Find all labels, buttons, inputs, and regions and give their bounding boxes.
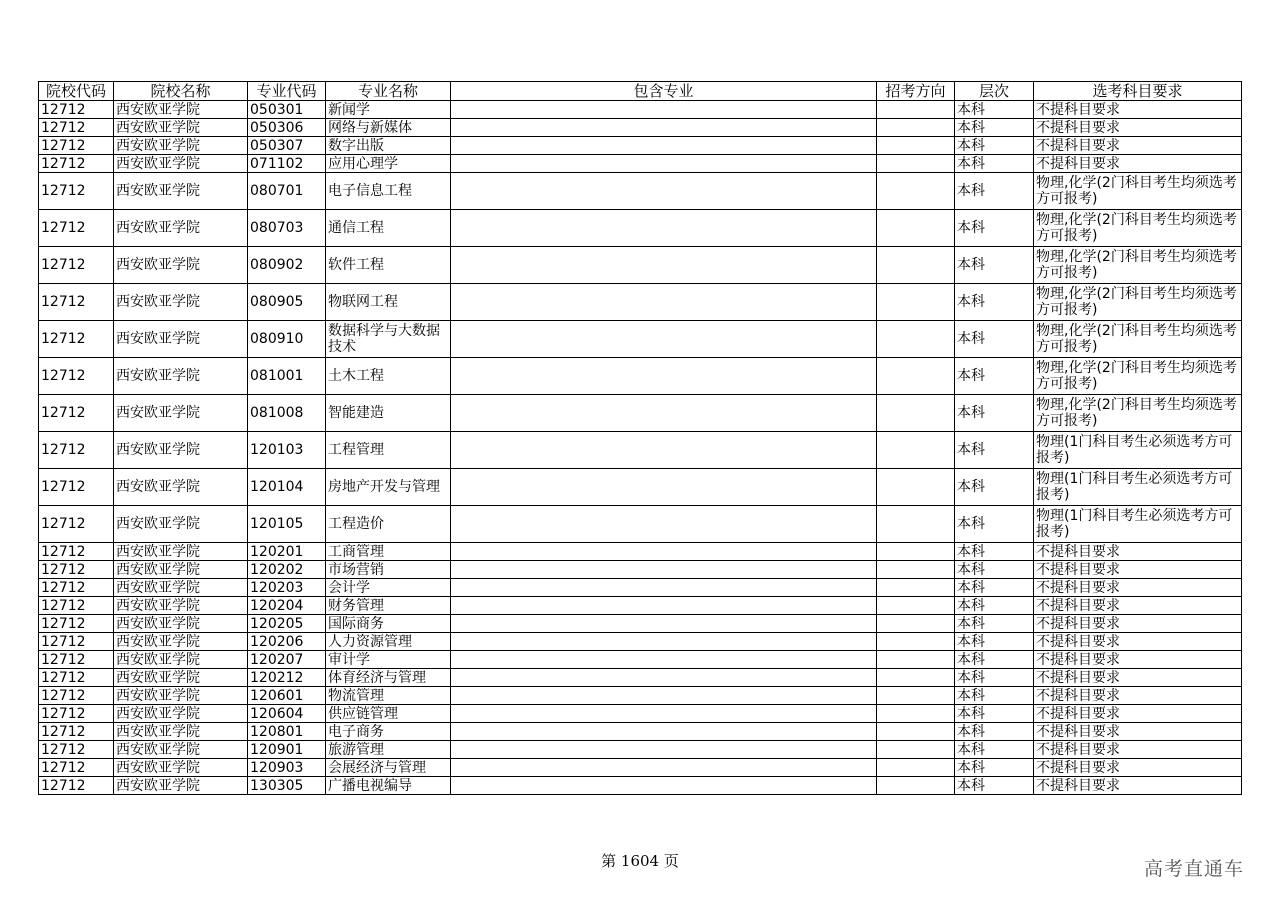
cell-included-majors bbox=[451, 284, 877, 321]
cell-major-code: 120903 bbox=[248, 759, 326, 777]
table-row bbox=[39, 687, 1242, 705]
cell-level: 本科 bbox=[955, 579, 1034, 597]
cell-direction bbox=[877, 579, 955, 597]
cell-major-code: 050306 bbox=[248, 119, 326, 137]
cell-level: 本科 bbox=[955, 705, 1034, 723]
cell-subject-requirement: 不提科目要求 bbox=[1034, 633, 1242, 651]
cell-subject-requirement: 物理,化学(2门科目考生均须选考方可报考) bbox=[1034, 173, 1242, 210]
cell-subject-requirement: 不提科目要求 bbox=[1034, 777, 1242, 795]
cell-level: 本科 bbox=[955, 561, 1034, 579]
page-number: 第 1604 页 bbox=[601, 852, 679, 870]
cell-level: 本科 bbox=[955, 358, 1034, 395]
cell-school-name: 西安欧亚学院 bbox=[114, 137, 248, 155]
watermark-logo-text: 高考直通车 bbox=[1144, 858, 1245, 880]
cell-school-code: 12712 bbox=[39, 777, 114, 795]
cell-school-name: 西安欧亚学院 bbox=[114, 669, 248, 687]
cell-major-name: 人力资源管理 bbox=[326, 633, 451, 651]
header-direction: 招考方向 bbox=[877, 82, 955, 101]
cell-school-name: 西安欧亚学院 bbox=[114, 321, 248, 358]
cell-school-name: 西安欧亚学院 bbox=[114, 543, 248, 561]
cell-school-code: 12712 bbox=[39, 173, 114, 210]
cell-major-code: 050307 bbox=[248, 137, 326, 155]
cell-level: 本科 bbox=[955, 119, 1034, 137]
cell-direction bbox=[877, 155, 955, 173]
cell-direction bbox=[877, 561, 955, 579]
cell-school-code: 12712 bbox=[39, 247, 114, 284]
cell-subject-requirement: 不提科目要求 bbox=[1034, 669, 1242, 687]
table-row bbox=[39, 506, 1242, 543]
table-row bbox=[39, 561, 1242, 579]
cell-direction bbox=[877, 633, 955, 651]
cell-school-code: 12712 bbox=[39, 119, 114, 137]
cell-major-code: 130305 bbox=[248, 777, 326, 795]
cell-included-majors bbox=[451, 358, 877, 395]
cell-major-name: 应用心理学 bbox=[326, 155, 451, 173]
cell-major-code: 120202 bbox=[248, 561, 326, 579]
cell-school-code: 12712 bbox=[39, 137, 114, 155]
cell-school-name: 西安欧亚学院 bbox=[114, 395, 248, 432]
header-included-majors: 包含专业 bbox=[451, 82, 877, 101]
table-row bbox=[39, 155, 1242, 173]
cell-subject-requirement: 不提科目要求 bbox=[1034, 155, 1242, 173]
cell-major-name: 会展经济与管理 bbox=[326, 759, 451, 777]
cell-major-code: 120103 bbox=[248, 432, 326, 469]
cell-level: 本科 bbox=[955, 741, 1034, 759]
header-row bbox=[39, 82, 1242, 101]
cell-school-code: 12712 bbox=[39, 543, 114, 561]
cell-school-name: 西安欧亚学院 bbox=[114, 777, 248, 795]
cell-subject-requirement: 物理(1门科目考生必须选考方可报考) bbox=[1034, 432, 1242, 469]
table-row bbox=[39, 432, 1242, 469]
admission-table bbox=[38, 81, 1242, 795]
cell-included-majors bbox=[451, 579, 877, 597]
cell-school-code: 12712 bbox=[39, 321, 114, 358]
cell-level: 本科 bbox=[955, 687, 1034, 705]
cell-major-code: 081008 bbox=[248, 395, 326, 432]
table-row bbox=[39, 759, 1242, 777]
cell-major-code: 120105 bbox=[248, 506, 326, 543]
cell-direction bbox=[877, 101, 955, 119]
cell-level: 本科 bbox=[955, 247, 1034, 284]
cell-major-name: 土木工程 bbox=[326, 358, 451, 395]
cell-subject-requirement: 物理,化学(2门科目考生均须选考方可报考) bbox=[1034, 284, 1242, 321]
cell-school-name: 西安欧亚学院 bbox=[114, 741, 248, 759]
cell-major-name: 体育经济与管理 bbox=[326, 669, 451, 687]
cell-school-name: 西安欧亚学院 bbox=[114, 101, 248, 119]
cell-major-name: 网络与新媒体 bbox=[326, 119, 451, 137]
cell-subject-requirement: 不提科目要求 bbox=[1034, 101, 1242, 119]
cell-subject-requirement: 物理,化学(2门科目考生均须选考方可报考) bbox=[1034, 247, 1242, 284]
table-row bbox=[39, 597, 1242, 615]
cell-major-name: 旅游管理 bbox=[326, 741, 451, 759]
header-school-code: 院校代码 bbox=[39, 82, 114, 101]
cell-subject-requirement: 不提科目要求 bbox=[1034, 137, 1242, 155]
cell-major-code: 080902 bbox=[248, 247, 326, 284]
cell-direction bbox=[877, 210, 955, 247]
cell-subject-requirement: 不提科目要求 bbox=[1034, 579, 1242, 597]
cell-level: 本科 bbox=[955, 633, 1034, 651]
table-row bbox=[39, 137, 1242, 155]
table-row bbox=[39, 615, 1242, 633]
cell-school-code: 12712 bbox=[39, 759, 114, 777]
cell-major-name: 通信工程 bbox=[326, 210, 451, 247]
cell-included-majors bbox=[451, 597, 877, 615]
table-body bbox=[39, 101, 1242, 795]
cell-included-majors bbox=[451, 651, 877, 669]
cell-direction bbox=[877, 247, 955, 284]
cell-major-name: 软件工程 bbox=[326, 247, 451, 284]
header-subject-requirement: 选考科目要求 bbox=[1034, 82, 1242, 101]
cell-major-code: 080905 bbox=[248, 284, 326, 321]
cell-major-code: 120212 bbox=[248, 669, 326, 687]
cell-included-majors bbox=[451, 506, 877, 543]
cell-included-majors bbox=[451, 469, 877, 506]
cell-direction bbox=[877, 506, 955, 543]
cell-direction bbox=[877, 543, 955, 561]
cell-school-name: 西安欧亚学院 bbox=[114, 579, 248, 597]
cell-major-name: 房地产开发与管理 bbox=[326, 469, 451, 506]
table-row bbox=[39, 651, 1242, 669]
header-major-code: 专业代码 bbox=[248, 82, 326, 101]
cell-direction bbox=[877, 651, 955, 669]
table-row bbox=[39, 101, 1242, 119]
cell-major-code: 120201 bbox=[248, 543, 326, 561]
cell-school-name: 西安欧亚学院 bbox=[114, 561, 248, 579]
cell-major-code: 120901 bbox=[248, 741, 326, 759]
cell-level: 本科 bbox=[955, 155, 1034, 173]
cell-subject-requirement: 物理(1门科目考生必须选考方可报考) bbox=[1034, 506, 1242, 543]
cell-major-name: 工程管理 bbox=[326, 432, 451, 469]
cell-included-majors bbox=[451, 432, 877, 469]
cell-subject-requirement: 不提科目要求 bbox=[1034, 705, 1242, 723]
cell-included-majors bbox=[451, 759, 877, 777]
cell-school-name: 西安欧亚学院 bbox=[114, 506, 248, 543]
cell-school-code: 12712 bbox=[39, 561, 114, 579]
cell-school-name: 西安欧亚学院 bbox=[114, 633, 248, 651]
cell-major-name: 广播电视编导 bbox=[326, 777, 451, 795]
cell-major-code: 080703 bbox=[248, 210, 326, 247]
cell-included-majors bbox=[451, 173, 877, 210]
cell-major-code: 120604 bbox=[248, 705, 326, 723]
cell-included-majors bbox=[451, 101, 877, 119]
cell-direction bbox=[877, 395, 955, 432]
cell-subject-requirement: 不提科目要求 bbox=[1034, 759, 1242, 777]
cell-direction bbox=[877, 597, 955, 615]
cell-school-code: 12712 bbox=[39, 469, 114, 506]
cell-school-name: 西安欧亚学院 bbox=[114, 247, 248, 284]
cell-included-majors bbox=[451, 321, 877, 358]
cell-subject-requirement: 不提科目要求 bbox=[1034, 561, 1242, 579]
cell-level: 本科 bbox=[955, 469, 1034, 506]
cell-included-majors bbox=[451, 723, 877, 741]
cell-school-name: 西安欧亚学院 bbox=[114, 597, 248, 615]
cell-school-name: 西安欧亚学院 bbox=[114, 759, 248, 777]
cell-level: 本科 bbox=[955, 615, 1034, 633]
cell-included-majors bbox=[451, 669, 877, 687]
cell-school-name: 西安欧亚学院 bbox=[114, 723, 248, 741]
cell-school-code: 12712 bbox=[39, 723, 114, 741]
cell-subject-requirement: 不提科目要求 bbox=[1034, 615, 1242, 633]
cell-subject-requirement: 不提科目要求 bbox=[1034, 723, 1242, 741]
cell-included-majors bbox=[451, 395, 877, 432]
table-row bbox=[39, 741, 1242, 759]
cell-level: 本科 bbox=[955, 543, 1034, 561]
cell-major-name: 新闻学 bbox=[326, 101, 451, 119]
cell-major-name: 物流管理 bbox=[326, 687, 451, 705]
cell-included-majors bbox=[451, 777, 877, 795]
cell-level: 本科 bbox=[955, 137, 1034, 155]
cell-major-name: 审计学 bbox=[326, 651, 451, 669]
cell-included-majors bbox=[451, 210, 877, 247]
cell-subject-requirement: 不提科目要求 bbox=[1034, 741, 1242, 759]
cell-major-name: 物联网工程 bbox=[326, 284, 451, 321]
cell-major-name: 电子信息工程 bbox=[326, 173, 451, 210]
cell-level: 本科 bbox=[955, 173, 1034, 210]
cell-included-majors bbox=[451, 543, 877, 561]
cell-school-code: 12712 bbox=[39, 597, 114, 615]
table-row bbox=[39, 579, 1242, 597]
cell-major-code: 120601 bbox=[248, 687, 326, 705]
cell-level: 本科 bbox=[955, 101, 1034, 119]
cell-direction bbox=[877, 358, 955, 395]
cell-major-code: 120204 bbox=[248, 597, 326, 615]
table-row bbox=[39, 284, 1242, 321]
cell-school-code: 12712 bbox=[39, 395, 114, 432]
cell-major-code: 080701 bbox=[248, 173, 326, 210]
cell-school-code: 12712 bbox=[39, 579, 114, 597]
cell-major-code: 120801 bbox=[248, 723, 326, 741]
cell-major-code: 120104 bbox=[248, 469, 326, 506]
cell-major-name: 市场营销 bbox=[326, 561, 451, 579]
table-row bbox=[39, 705, 1242, 723]
cell-direction bbox=[877, 173, 955, 210]
cell-included-majors bbox=[451, 119, 877, 137]
table-row bbox=[39, 777, 1242, 795]
table-row bbox=[39, 723, 1242, 741]
cell-level: 本科 bbox=[955, 651, 1034, 669]
cell-school-name: 西安欧亚学院 bbox=[114, 119, 248, 137]
cell-subject-requirement: 物理,化学(2门科目考生均须选考方可报考) bbox=[1034, 395, 1242, 432]
cell-level: 本科 bbox=[955, 210, 1034, 247]
cell-included-majors bbox=[451, 155, 877, 173]
cell-school-code: 12712 bbox=[39, 506, 114, 543]
cell-school-name: 西安欧亚学院 bbox=[114, 155, 248, 173]
cell-school-code: 12712 bbox=[39, 210, 114, 247]
cell-included-majors bbox=[451, 705, 877, 723]
cell-major-name: 供应链管理 bbox=[326, 705, 451, 723]
cell-subject-requirement: 不提科目要求 bbox=[1034, 543, 1242, 561]
cell-subject-requirement: 不提科目要求 bbox=[1034, 687, 1242, 705]
cell-level: 本科 bbox=[955, 597, 1034, 615]
cell-school-code: 12712 bbox=[39, 651, 114, 669]
cell-level: 本科 bbox=[955, 777, 1034, 795]
cell-direction bbox=[877, 321, 955, 358]
cell-school-code: 12712 bbox=[39, 155, 114, 173]
cell-school-name: 西安欧亚学院 bbox=[114, 705, 248, 723]
cell-school-name: 西安欧亚学院 bbox=[114, 210, 248, 247]
cell-school-name: 西安欧亚学院 bbox=[114, 615, 248, 633]
table-row bbox=[39, 669, 1242, 687]
cell-major-code: 050301 bbox=[248, 101, 326, 119]
table-row bbox=[39, 173, 1242, 210]
cell-included-majors bbox=[451, 137, 877, 155]
table-row bbox=[39, 247, 1242, 284]
cell-major-code: 081001 bbox=[248, 358, 326, 395]
cell-subject-requirement: 不提科目要求 bbox=[1034, 597, 1242, 615]
cell-school-name: 西安欧亚学院 bbox=[114, 358, 248, 395]
cell-subject-requirement: 物理(1门科目考生必须选考方可报考) bbox=[1034, 469, 1242, 506]
cell-school-code: 12712 bbox=[39, 101, 114, 119]
cell-subject-requirement: 物理,化学(2门科目考生均须选考方可报考) bbox=[1034, 321, 1242, 358]
cell-major-code: 120207 bbox=[248, 651, 326, 669]
cell-direction bbox=[877, 741, 955, 759]
cell-major-name: 数据科学与大数据技术 bbox=[326, 321, 451, 358]
cell-school-name: 西安欧亚学院 bbox=[114, 432, 248, 469]
cell-direction bbox=[877, 137, 955, 155]
cell-level: 本科 bbox=[955, 432, 1034, 469]
cell-direction bbox=[877, 615, 955, 633]
cell-level: 本科 bbox=[955, 395, 1034, 432]
cell-level: 本科 bbox=[955, 284, 1034, 321]
table-row bbox=[39, 358, 1242, 395]
cell-school-code: 12712 bbox=[39, 358, 114, 395]
cell-school-name: 西安欧亚学院 bbox=[114, 173, 248, 210]
cell-level: 本科 bbox=[955, 506, 1034, 543]
cell-direction bbox=[877, 284, 955, 321]
table-row bbox=[39, 395, 1242, 432]
cell-included-majors bbox=[451, 615, 877, 633]
cell-school-code: 12712 bbox=[39, 432, 114, 469]
cell-school-code: 12712 bbox=[39, 633, 114, 651]
cell-direction bbox=[877, 469, 955, 506]
cell-level: 本科 bbox=[955, 321, 1034, 358]
cell-included-majors bbox=[451, 633, 877, 651]
cell-direction bbox=[877, 705, 955, 723]
header-school-name: 院校名称 bbox=[114, 82, 248, 101]
cell-school-code: 12712 bbox=[39, 615, 114, 633]
header-level: 层次 bbox=[955, 82, 1034, 101]
cell-school-code: 12712 bbox=[39, 669, 114, 687]
cell-major-name: 国际商务 bbox=[326, 615, 451, 633]
cell-direction bbox=[877, 687, 955, 705]
cell-school-name: 西安欧亚学院 bbox=[114, 469, 248, 506]
cell-school-code: 12712 bbox=[39, 284, 114, 321]
cell-included-majors bbox=[451, 561, 877, 579]
cell-direction bbox=[877, 723, 955, 741]
cell-level: 本科 bbox=[955, 759, 1034, 777]
cell-school-name: 西安欧亚学院 bbox=[114, 651, 248, 669]
cell-direction bbox=[877, 759, 955, 777]
cell-direction bbox=[877, 777, 955, 795]
cell-direction bbox=[877, 669, 955, 687]
cell-level: 本科 bbox=[955, 723, 1034, 741]
cell-subject-requirement: 不提科目要求 bbox=[1034, 119, 1242, 137]
table-row bbox=[39, 543, 1242, 561]
cell-major-code: 071102 bbox=[248, 155, 326, 173]
cell-school-code: 12712 bbox=[39, 705, 114, 723]
header-major-name: 专业名称 bbox=[326, 82, 451, 101]
table-row bbox=[39, 469, 1242, 506]
cell-major-name: 工程造价 bbox=[326, 506, 451, 543]
cell-major-name: 财务管理 bbox=[326, 597, 451, 615]
cell-major-name: 电子商务 bbox=[326, 723, 451, 741]
cell-major-code: 120203 bbox=[248, 579, 326, 597]
cell-school-name: 西安欧亚学院 bbox=[114, 687, 248, 705]
cell-school-name: 西安欧亚学院 bbox=[114, 284, 248, 321]
table-row bbox=[39, 321, 1242, 358]
cell-included-majors bbox=[451, 247, 877, 284]
cell-major-name: 智能建造 bbox=[326, 395, 451, 432]
table-row bbox=[39, 210, 1242, 247]
cell-school-code: 12712 bbox=[39, 741, 114, 759]
cell-subject-requirement: 物理,化学(2门科目考生均须选考方可报考) bbox=[1034, 358, 1242, 395]
cell-subject-requirement: 不提科目要求 bbox=[1034, 651, 1242, 669]
cell-level: 本科 bbox=[955, 669, 1034, 687]
cell-included-majors bbox=[451, 687, 877, 705]
cell-major-name: 工商管理 bbox=[326, 543, 451, 561]
cell-subject-requirement: 物理,化学(2门科目考生均须选考方可报考) bbox=[1034, 210, 1242, 247]
cell-major-name: 会计学 bbox=[326, 579, 451, 597]
cell-major-name: 数字出版 bbox=[326, 137, 451, 155]
cell-included-majors bbox=[451, 741, 877, 759]
cell-major-code: 120206 bbox=[248, 633, 326, 651]
cell-major-code: 120205 bbox=[248, 615, 326, 633]
table-row bbox=[39, 119, 1242, 137]
table-row bbox=[39, 633, 1242, 651]
cell-major-code: 080910 bbox=[248, 321, 326, 358]
cell-direction bbox=[877, 119, 955, 137]
cell-school-code: 12712 bbox=[39, 687, 114, 705]
cell-direction bbox=[877, 432, 955, 469]
